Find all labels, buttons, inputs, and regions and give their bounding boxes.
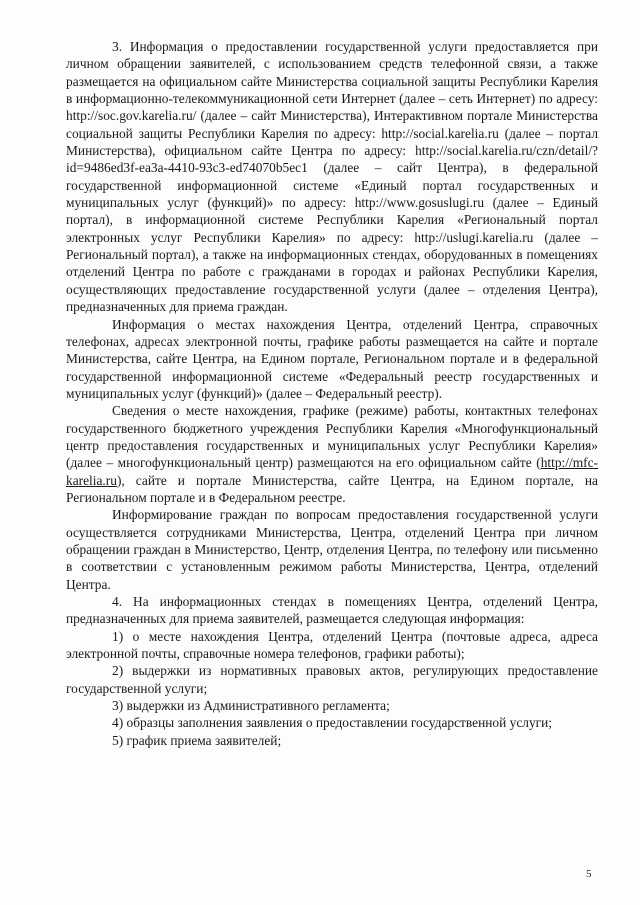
mfc-text-before: Сведения о месте нахождения, графике (режиме) работы, контактных телефонах государственного бюджетного учреждения Республики Карелия «Многофункциональный центр предоставления государственных и муниципальных услуг Республики Карелия» (далее – многофункциональный центр) размещаются на его официальном сайте ( xyxy=(66,403,598,471)
paragraph-info-provision: 3. Информация о предоставлении государственной услуги предоставляется при личном обращении заявителей, с использованием средств телефонной связи, а также размещается на официальном сайте Министерства социальной защиты Республики Карелия в информационно-телекоммуникационной сети Интернет (далее – сеть Интернет) по адресу: http://soc.gov.karelia.ru/ (далее – сайт Министерства), Интерактивном портале Министерства социальной защиты Республики Карелия по адресу: http://social.karelia.ru (далее – портал Министерства), официальном сайте Центра по адресу: http://social.karelia.ru/czn/detail/?id=9486ed3f-ea3a-4410-93c3-ed74070b5ec1 (далее – сайт Центра), в федеральной государственной информационной системе «Единый портал государственных и муниципальных услуг (функций)» по адресу: http://www.gosuslugi.ru (далее – Единый портал), в информационной системе Республики Карелия «Региональный портал электронных услуг Республики Карелия» по адресу: http://uslugi.karelia.ru (далее – Региональный портал), а также на информационных стендах, оборудованных в помещениях отделений Центра по работе с гражданами в городах и районах Республики Карелия, осуществляющих предоставление государственной услуги (далее – отделения Центра), предназначенных для приема граждан. xyxy=(66,39,598,315)
mfc-text-after: ), сайте и портале Министерства, сайте Центра, на Едином портале, на Региональном портале и в Федеральном реестре. xyxy=(66,472,598,505)
list-item-1: 1) о месте нахождения Центра, отделений Центра (почтовые адреса, адреса электронной почты, справочные номера телефонов, графики работы); xyxy=(66,628,598,662)
paragraph-mfc xyxy=(66,402,598,506)
paragraph-informing: Информирование граждан по вопросам предоставления государственной услуги осуществляется сотрудниками Министерства, Центра, отделений Центра при личном обращении граждан в Министерство, Центр, отделения Центра, по телефону или письменно в соответствии с установленным режимом работы Министерства, Центра, отделений Центра. xyxy=(66,507,598,592)
document-body xyxy=(66,38,598,749)
mfc-site-link[interactable]: http://mfc-karelia.ru xyxy=(66,455,598,488)
paragraph-stands: 4. На информационных стендах в помещениях Центра, отделений Центра, предназначенных для приема заявителей, размещается следующая информация: xyxy=(66,594,598,627)
list-item-5: 5) график приема заявителей; xyxy=(112,732,282,748)
list-item-4: 4) образцы заполнения заявления о предоставлении государственной услуги; xyxy=(112,715,553,731)
list-item-3: 3) выдержки из Административного регламента; xyxy=(112,698,390,714)
page-number: 5 xyxy=(586,868,592,880)
paragraph-locations: Информация о местах нахождения Центра, отделений Центра, справочных телефонах, адресах электронной почты, графике работы размещается на сайте и портале Министерства, сайте Центра, на Едином портале, Региональном портале и в федеральной государственной информационной системе «Федеральный реестр государственных и муниципальных услуг (функций)» (далее – Федеральный реестр). xyxy=(66,316,598,401)
list-item-2: 2) выдержки из нормативных правовых актов, регулирующих предоставление государственной услуги; xyxy=(66,663,598,696)
